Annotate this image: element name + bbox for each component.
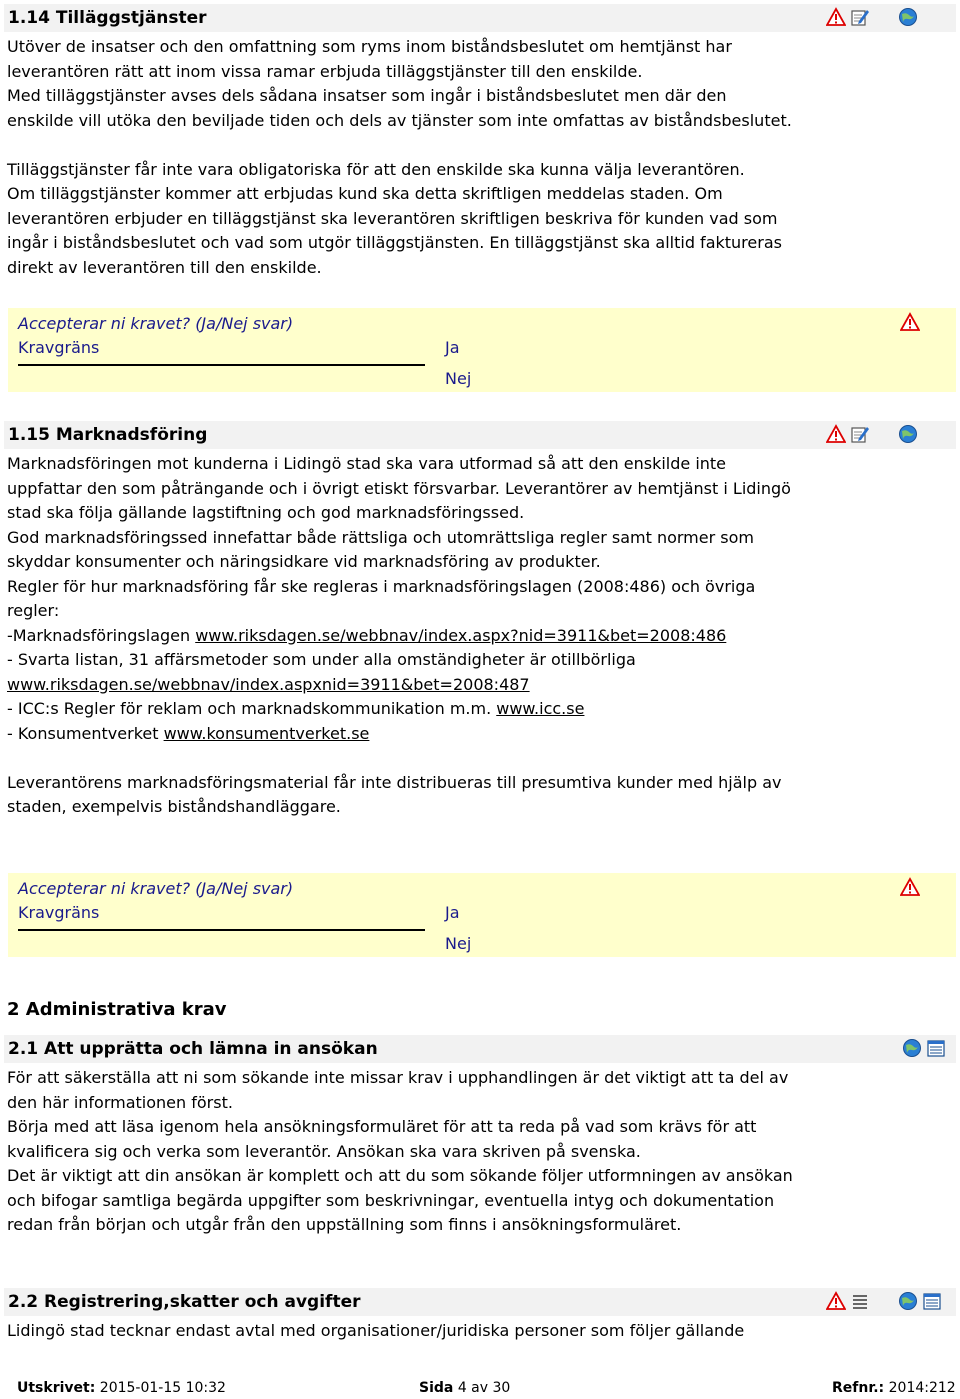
printed-label: Utskrivet:	[17, 1380, 96, 1396]
section-header-2-1	[4, 1035, 956, 1063]
page-number	[419, 1380, 510, 1396]
section-header-1-15	[4, 421, 956, 449]
paragraph-text: Med tilläggstjänster avses dels sådana insatser som ingår i biståndsbeslutet men där den enskilde vill utöka den beviljade tiden och dels av tjänster som inte omfattas av biståndsbeslutet.	[7, 86, 792, 130]
section-title: 1.14 Tilläggstjänster	[8, 8, 207, 28]
list-icon[interactable]	[922, 1291, 942, 1311]
warning-icon	[900, 312, 920, 332]
riksdagen-link-1[interactable]: www.riksdagen.se/webbnav/index.aspx?nid=3911&bet=2008:486	[195, 625, 727, 645]
section-icons	[826, 1291, 942, 1311]
globe-icon[interactable]	[902, 1038, 922, 1058]
paragraph-2-2	[7, 1319, 797, 1344]
requirement-box	[8, 873, 956, 957]
rule-text: - Konsumentverket	[7, 723, 164, 743]
page-label: Sida	[419, 1380, 454, 1396]
riksdagen-link-2[interactable]: www.riksdagen.se/webbnav/index.aspxnid=3911&bet=2008:487	[7, 674, 530, 694]
paragraph-1-15	[7, 452, 797, 820]
konsumentverket-link[interactable]: www.konsumentverket.se	[163, 723, 370, 743]
globe-icon[interactable]	[898, 424, 918, 444]
paragraph-text: God marknadsföringssed innefattar både rättsliga och utomrättsliga regler samt normer som skyddar konsumenter och näringsidkare vid marknadsföring av produkter.	[7, 527, 754, 571]
answer-yes[interactable]: Ja	[445, 903, 460, 922]
grey-list-icon[interactable]	[850, 1291, 870, 1311]
rule-text: - ICC:s Regler för reklam och marknadskommunikation m.m.	[7, 699, 497, 718]
section-icons	[902, 1038, 946, 1058]
warning-icon	[900, 877, 920, 897]
icc-link[interactable]: www.icc.se	[496, 699, 585, 718]
section-header-1-14	[4, 4, 956, 32]
requirement-question: Accepterar ni kravet? (Ja/Nej svar)	[18, 879, 294, 898]
paragraph-text: För att säkerställa att ni som sökande inte missar krav i upphandlingen är det viktigt att ta del av den här informationen först.	[7, 1068, 789, 1112]
paragraph-text: Tilläggstjänster får inte vara obligatoriska för att den enskilde ska kunna välja leverantören.	[7, 159, 745, 179]
answer-yes[interactable]: Ja	[445, 338, 460, 357]
warning-icon[interactable]	[826, 424, 846, 444]
section-icons	[826, 424, 918, 444]
paragraph-text: Regler för hur marknadsföring får ske regleras i marknadsföringslagen (2008:486) och övriga regler:	[7, 576, 756, 620]
page-footer	[0, 1380, 960, 1398]
rule-line	[7, 648, 797, 697]
answer-no[interactable]: Nej	[445, 369, 472, 388]
paragraph-2-1	[7, 1066, 797, 1238]
requirement-question: Accepterar ni kravet? (Ja/Nej svar)	[18, 314, 294, 333]
paragraph-text: Lidingö stad tecknar endast avtal med organisationer/juridiska personer som följer gällande	[7, 1321, 745, 1340]
answer-no[interactable]: Nej	[445, 934, 472, 953]
section-icons	[826, 7, 918, 27]
ref-value: 2014:212	[888, 1380, 956, 1396]
section-title: 1.15 Marknadsföring	[8, 425, 208, 445]
rule-line	[7, 624, 797, 649]
paragraph-text: Leverantörens marknadsföringsmaterial får inte distribueras till presumtiva kunder med hjälp av staden, exempelvis biståndshandläggare.	[7, 772, 782, 816]
requirement-box	[8, 308, 956, 392]
paragraph-text: Utöver de insatser och den omfattning som ryms inom biståndsbeslutet om hemtjänst har leverantören rätt att inom vissa ramar erbjuda tilläggstjänster till den enskilde.	[7, 37, 732, 81]
answer-line	[18, 364, 425, 366]
paragraph-text: Börja med att läsa igenom hela ansökningsformuläret för att ta reda på vad som krävs för att kvalificera sig och verka som leverantör. Ansökan ska vara skriven på svenska.	[7, 1117, 757, 1161]
section-title: 2.2 Registrering,skatter och avgifter	[8, 1292, 361, 1312]
rule-line	[7, 697, 797, 722]
rule-line	[7, 722, 797, 747]
section-title: 2.1 Att upprätta och lämna in ansökan	[8, 1039, 378, 1059]
paragraph-1-14	[7, 35, 797, 280]
warning-icon[interactable]	[826, 7, 846, 27]
globe-icon[interactable]	[898, 1291, 918, 1311]
printed-value: 2015-01-15 10:32	[99, 1380, 226, 1396]
ref-label: Refnr.:	[832, 1380, 885, 1396]
requirement-label: Kravgräns	[18, 903, 100, 922]
page-value: 4 av 30	[457, 1380, 511, 1396]
printed-date	[17, 1380, 226, 1396]
warning-icon[interactable]	[826, 1291, 846, 1311]
paragraph-text: Marknadsföringen mot kunderna i Lidingö stad ska vara utformad så att den enskilde inte uppfattar den som påträngande och i övrigt etiskt försvarbar. Leverantörer av hemtjänst i Lidingö stad ska följa gällande lagstiftning och god marknadsföringssed.	[7, 454, 791, 522]
chapter-title: 2 Administrativa krav	[7, 999, 227, 1020]
paragraph-text: Det är viktigt att din ansökan är komplett och att du som sökande följer utformningen av ansökan och bifogar samtliga begärda uppgifter som beskrivningar, eventuella intyg och dokumentation redan från början och utgår från den uppställning som finns i ansökningsformuläret.	[7, 1166, 793, 1234]
section-header-2-2	[4, 1288, 956, 1316]
rule-text: -Marknadsföringslagen	[7, 625, 196, 645]
list-icon[interactable]	[926, 1038, 946, 1058]
requirement-label: Kravgräns	[18, 338, 100, 357]
reference-number	[832, 1380, 956, 1396]
answer-line	[18, 929, 425, 931]
edit-icon[interactable]	[850, 424, 870, 444]
globe-icon[interactable]	[898, 7, 918, 27]
edit-icon[interactable]	[850, 7, 870, 27]
rule-text: - Svarta listan, 31 affärsmetoder som under alla omständigheter är otillbörliga	[7, 650, 636, 669]
paragraph-text: Om tilläggstjänster kommer att erbjudas kund ska detta skriftligen meddelas staden. Om leverantören erbjuder en tilläggstjänst ska leverantören skriftligen beskriva för kunden vad som ingår i biståndsbeslutet och vad som utgör tilläggstjänsten. En tilläggstjänst ska alltid faktureras direkt av leverantören till den enskilde.	[7, 184, 782, 277]
